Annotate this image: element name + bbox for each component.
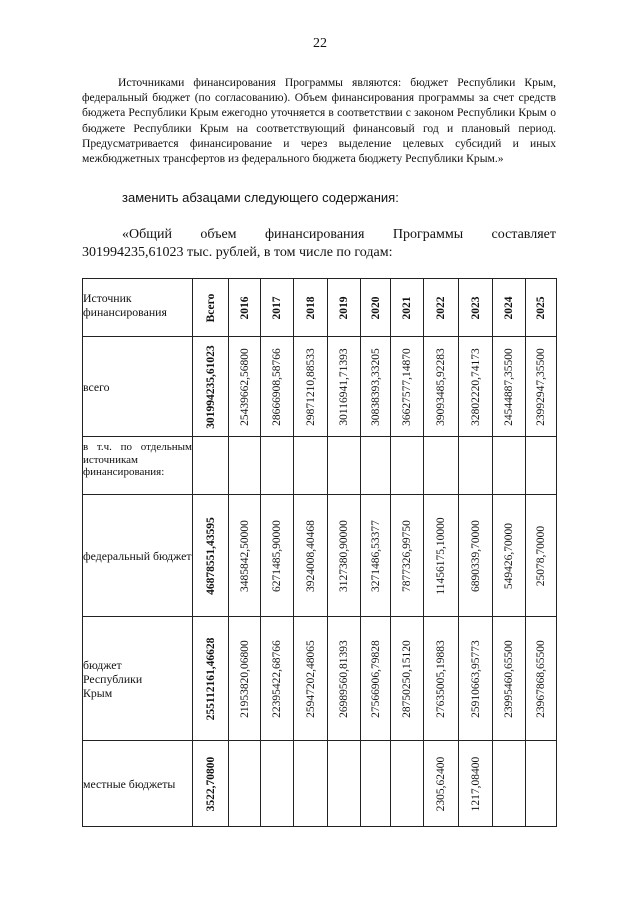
table-row-including [83, 437, 557, 495]
empty-cell [261, 437, 294, 495]
cell-year-value [294, 495, 328, 617]
cell-year-value [493, 337, 526, 437]
row-label-total: всего [83, 337, 193, 437]
empty-cell [361, 437, 391, 495]
header-year [493, 279, 526, 337]
header-year [361, 279, 391, 337]
cell-value: 3522,70800 [204, 756, 217, 811]
cell-total [193, 741, 229, 827]
table-row-federal [83, 495, 557, 617]
header-year-text: 2025 [535, 296, 547, 319]
cell-value: 30838393,33205 [369, 347, 382, 426]
cell-value: 28750250,15120 [401, 639, 413, 718]
empty-cell [328, 437, 361, 495]
cell-value: 39093485,92283 [435, 347, 447, 426]
header-year [526, 279, 557, 337]
header-source: Источник финансирования [83, 279, 193, 337]
cell-value: 25439662,56800 [238, 347, 251, 426]
cell-value: 27635005,19883 [435, 639, 447, 718]
cell-value: 6890339,70000 [469, 519, 482, 592]
cell-value: 25910663,95773 [469, 639, 482, 718]
table-row-total [83, 337, 557, 437]
cell-value: 36627577,14870 [401, 347, 413, 426]
empty-cell [294, 437, 328, 495]
cell-year-value [526, 617, 557, 741]
header-year [294, 279, 328, 337]
cell-year-value [328, 741, 361, 827]
cell-value: 11456175,10000 [435, 516, 447, 595]
empty-cell [424, 437, 459, 495]
header-year-text: 2020 [369, 296, 382, 319]
header-total [193, 279, 229, 337]
cell-year-value [493, 495, 526, 617]
header-year [229, 279, 261, 337]
cell-year-value [526, 495, 557, 617]
page-number: 22 [313, 36, 327, 51]
row-label-federal: федеральный бюджет [83, 495, 193, 617]
cell-year-value [391, 741, 424, 827]
cell-year-value [261, 617, 294, 741]
cell-value: 22395422,68766 [271, 639, 283, 718]
header-year-text: 2022 [435, 296, 447, 319]
cell-year-value [424, 495, 459, 617]
cell-year-value [361, 495, 391, 617]
cell-total [193, 617, 229, 741]
cell-year-value [391, 495, 424, 617]
funding-table [82, 278, 557, 827]
cell-value: 27566906,79828 [369, 639, 382, 718]
empty-cell [193, 437, 229, 495]
cell-value: 3127380,90000 [338, 519, 350, 592]
paragraph-total-funding: «Общий объем финансирования Программы составляет 301994235,61023 тыс. рублей, в том числе по годам: [82, 227, 556, 260]
cell-total [193, 337, 229, 437]
cell-year-value [391, 617, 424, 741]
table-header-row [83, 279, 557, 337]
cell-year-value [261, 337, 294, 437]
cell-value: 1217,08400 [469, 756, 482, 811]
cell-year-value [294, 617, 328, 741]
cell-value: 549426,70000 [503, 522, 515, 589]
cell-value: 7877326,99750 [401, 519, 413, 592]
cell-year-value [459, 617, 493, 741]
empty-cell [526, 437, 557, 495]
cell-value: 24544887,35500 [503, 347, 515, 426]
table-row-republic [83, 617, 557, 741]
header-total-text: Всего [204, 293, 217, 322]
cell-year-value [328, 617, 361, 741]
cell-year-value [261, 741, 294, 827]
cell-value: 23967868,65500 [535, 639, 547, 718]
cell-value: 3271486,53377 [369, 519, 382, 592]
cell-value: 301994235,61023 [204, 344, 217, 429]
cell-year-value [229, 617, 261, 741]
header-year [328, 279, 361, 337]
empty-cell [459, 437, 493, 495]
cell-year-value [391, 337, 424, 437]
cell-year-value [294, 337, 328, 437]
cell-year-value [493, 617, 526, 741]
cell-value: 255112161,46628 [204, 637, 217, 720]
cell-year-value [361, 741, 391, 827]
row-label-local: местные бюджеты [83, 741, 193, 827]
cell-value: 25078,70000 [535, 525, 547, 586]
paragraph-funding-sources: Источниками финансирования Программы являются: бюджет Республики Крым, федеральный бюджет (по согласованию). Объем финансирования программы за счет средств бюджета Республики Крым ежегодно уточняется в соответствии с законом Республики Крым о бюджете Республики Крым на соответствующий финансовый год и плановый период. Предусматривается финансирование и через выделение целевых субсидий и иных межбюджетных трансфертов из федерального бюджета бюджету Республики Крым.» [82, 76, 556, 166]
cell-year-value [229, 337, 261, 437]
row-label-including: в т.ч. по отдельным источникам финансирования: [83, 437, 193, 495]
cell-value: 28666908,58766 [271, 347, 283, 426]
cell-value: 29871210,88533 [304, 347, 317, 426]
cell-value: 2305,62400 [435, 756, 447, 811]
row-label-republic: бюджет Республики Крым [83, 617, 193, 741]
header-year-text: 2024 [503, 296, 515, 319]
header-year [261, 279, 294, 337]
cell-year-value [526, 337, 557, 437]
cell-year-value [361, 617, 391, 741]
cell-value: 26989560,81393 [338, 639, 350, 718]
cell-value: 32802220,74173 [469, 347, 482, 426]
cell-year-value [526, 741, 557, 827]
empty-cell [391, 437, 424, 495]
header-year-text: 2017 [271, 296, 283, 319]
cell-year-value [459, 495, 493, 617]
header-year-text: 2023 [469, 296, 482, 319]
cell-value: 30116941,71393 [338, 347, 350, 426]
cell-value: 23995460,65500 [503, 639, 515, 718]
empty-cell [493, 437, 526, 495]
header-year-text: 2016 [238, 296, 251, 319]
cell-year-value [424, 617, 459, 741]
cell-year-value [229, 741, 261, 827]
table-row-local [83, 741, 557, 827]
header-year-text: 2018 [304, 296, 317, 319]
cell-year-value [328, 337, 361, 437]
cell-year-value [424, 741, 459, 827]
cell-year-value [493, 741, 526, 827]
header-year [391, 279, 424, 337]
cell-value: 23992947,35500 [535, 347, 547, 426]
cell-year-value [361, 337, 391, 437]
cell-value: 46878551,43595 [204, 516, 217, 595]
header-year [424, 279, 459, 337]
cell-total [193, 495, 229, 617]
cell-value: 3924008,40468 [304, 519, 317, 592]
cell-year-value [424, 337, 459, 437]
cell-year-value [229, 495, 261, 617]
header-year-text: 2021 [401, 296, 413, 319]
empty-cell [229, 437, 261, 495]
cell-value: 25947202,48065 [304, 639, 317, 718]
cell-value: 21953820,06800 [238, 639, 251, 718]
header-year-text: 2019 [338, 296, 350, 319]
cell-value: 6271485,90000 [271, 519, 283, 592]
header-year [459, 279, 493, 337]
cell-year-value [459, 337, 493, 437]
cell-year-value [261, 495, 294, 617]
cell-year-value [294, 741, 328, 827]
paragraph-replace-instruction: заменить абзацами следующего содержания: [122, 190, 399, 205]
cell-year-value [328, 495, 361, 617]
cell-value: 3485842,50000 [238, 519, 251, 592]
cell-year-value [459, 741, 493, 827]
